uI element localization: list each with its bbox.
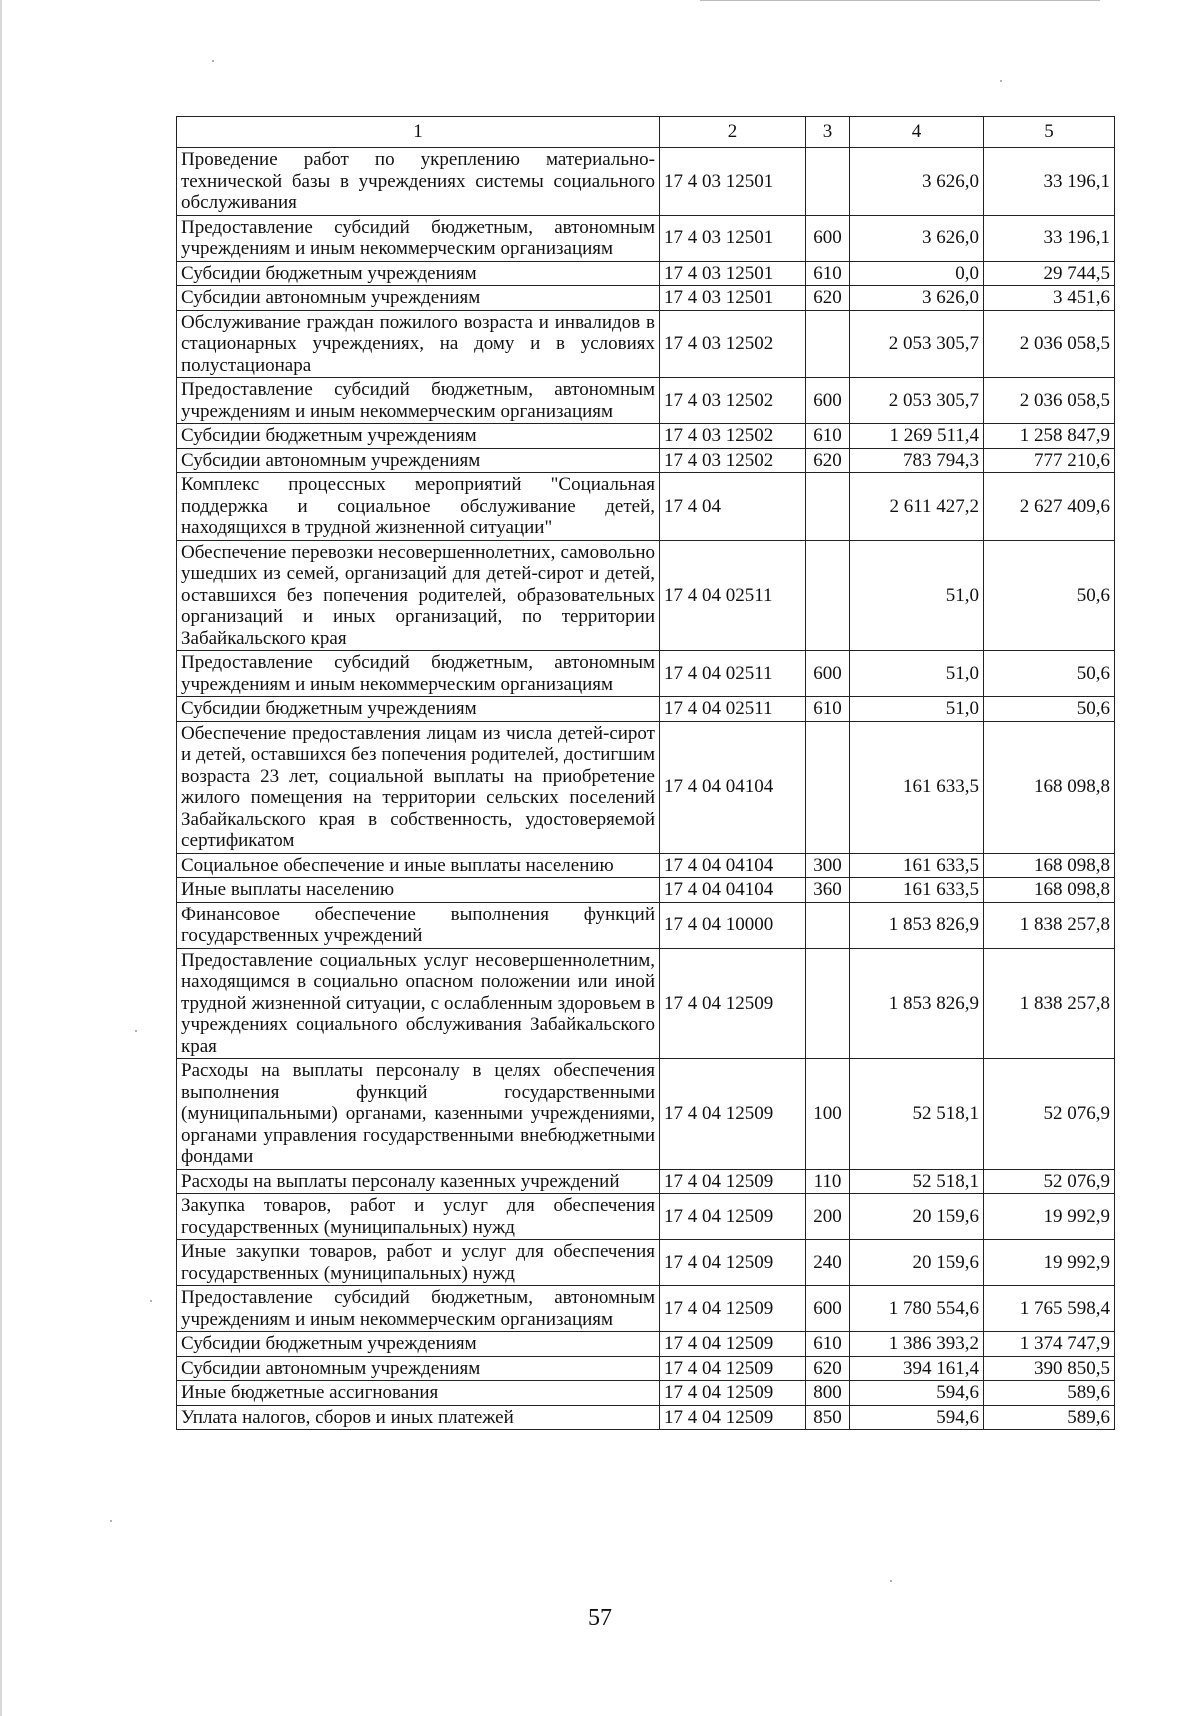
cell-expense-type: 240 [806, 1240, 850, 1286]
page-number: 57 [588, 1605, 612, 1631]
cell-amount-col5: 1 838 257,8 [984, 948, 1115, 1059]
cell-code: 17 4 04 12509 [660, 1240, 806, 1286]
cell-amount-col5: 29 744,5 [984, 261, 1115, 286]
cell-code: 17 4 03 12501 [660, 286, 806, 311]
cell-amount-col5: 168 098,8 [984, 853, 1115, 878]
table-row [177, 540, 1115, 651]
header-row [177, 117, 1115, 148]
cell-amount-col4: 394 161,4 [850, 1356, 984, 1381]
scan-speck [212, 60, 214, 62]
cell-name: Иные выплаты населению [177, 878, 660, 903]
table-row [177, 1381, 1115, 1406]
cell-name: Обеспечение перевозки несовершеннолетних, самовольно ушедших из семей, организаций для детей-сирот и детей, оставшихся без попечения родителей, образовательных организаций и иных организаций, по территории Забайкальского края [177, 540, 660, 651]
table-row [177, 721, 1115, 853]
table-row [177, 1240, 1115, 1286]
table-row [177, 1286, 1115, 1332]
cell-amount-col5: 52 076,9 [984, 1059, 1115, 1170]
cell-amount-col4: 2 611 427,2 [850, 473, 984, 541]
scan-speck [150, 1300, 152, 1302]
cell-amount-col5: 50,6 [984, 651, 1115, 697]
cell-code: 17 4 04 04104 [660, 721, 806, 853]
cell-amount-col5: 2 627 409,6 [984, 473, 1115, 541]
scan-speck [890, 1580, 892, 1582]
cell-amount-col5: 1 838 257,8 [984, 902, 1115, 948]
cell-code: 17 4 04 12509 [660, 1381, 806, 1406]
cell-name: Субсидии бюджетным учреждениям [177, 424, 660, 449]
table-row [177, 948, 1115, 1059]
cell-amount-col4: 1 269 511,4 [850, 424, 984, 449]
cell-expense-type: 200 [806, 1194, 850, 1240]
table-row [177, 853, 1115, 878]
table-body [177, 148, 1115, 1430]
cell-code: 17 4 03 12502 [660, 378, 806, 424]
table-row [177, 1194, 1115, 1240]
cell-amount-col5: 2 036 058,5 [984, 378, 1115, 424]
table-row [177, 1169, 1115, 1194]
cell-expense-type: 300 [806, 853, 850, 878]
cell-amount-col5: 168 098,8 [984, 721, 1115, 853]
cell-expense-type: 610 [806, 1332, 850, 1357]
cell-amount-col4: 594,6 [850, 1381, 984, 1406]
table-row [177, 1332, 1115, 1357]
table-row [177, 448, 1115, 473]
cell-name: Проведение работ по укреплению материально-технической базы в учреждениях системы социального обслуживания [177, 148, 660, 216]
cell-code: 17 4 04 12509 [660, 1332, 806, 1357]
cell-amount-col4: 1 780 554,6 [850, 1286, 984, 1332]
cell-name: Предоставление социальных услуг несовершеннолетним, находящимся в социально опасном положении или иной трудной жизненной ситуации, с ослабленным здоровьем в учреждениях социального обслуживания Забайкальского края [177, 948, 660, 1059]
cell-expense-type [806, 310, 850, 378]
cell-code: 17 4 03 12502 [660, 424, 806, 449]
cell-amount-col5: 390 850,5 [984, 1356, 1115, 1381]
cell-amount-col4: 161 633,5 [850, 878, 984, 903]
cell-code: 17 4 03 12501 [660, 261, 806, 286]
table-row [177, 651, 1115, 697]
cell-amount-col4: 1 853 826,9 [850, 902, 984, 948]
cell-code: 17 4 04 12509 [660, 1405, 806, 1430]
cell-amount-col5: 19 992,9 [984, 1240, 1115, 1286]
cell-amount-col5: 50,6 [984, 697, 1115, 722]
cell-code: 17 4 03 12501 [660, 215, 806, 261]
col-header-code: 2 [660, 117, 806, 148]
scan-speck [110, 1520, 112, 1522]
cell-amount-col4: 161 633,5 [850, 853, 984, 878]
cell-name: Обслуживание граждан пожилого возраста и инвалидов в стационарных учреждениях, на дому и в условиях полустационара [177, 310, 660, 378]
cell-name: Расходы на выплаты персоналу казенных учреждений [177, 1169, 660, 1194]
table-row [177, 286, 1115, 311]
col-header-year1: 4 [850, 117, 984, 148]
cell-expense-type [806, 721, 850, 853]
cell-code: 17 4 04 04104 [660, 853, 806, 878]
col-header-year2: 5 [984, 117, 1115, 148]
scan-speck [135, 1030, 137, 1032]
cell-amount-col5: 1 258 847,9 [984, 424, 1115, 449]
cell-amount-col5: 2 036 058,5 [984, 310, 1115, 378]
cell-amount-col4: 52 518,1 [850, 1059, 984, 1170]
cell-expense-type [806, 902, 850, 948]
cell-amount-col4: 20 159,6 [850, 1240, 984, 1286]
cell-expense-type: 600 [806, 215, 850, 261]
cell-amount-col5: 52 076,9 [984, 1169, 1115, 1194]
cell-code: 17 4 04 12509 [660, 1194, 806, 1240]
cell-amount-col4: 2 053 305,7 [850, 378, 984, 424]
table-row [177, 148, 1115, 216]
cell-amount-col5: 168 098,8 [984, 878, 1115, 903]
cell-expense-type: 620 [806, 286, 850, 311]
table-row [177, 878, 1115, 903]
cell-expense-type: 360 [806, 878, 850, 903]
cell-name: Субсидии бюджетным учреждениям [177, 261, 660, 286]
scan-edge-top [700, 0, 1100, 1]
cell-amount-col4: 1 853 826,9 [850, 948, 984, 1059]
table-row [177, 1356, 1115, 1381]
cell-code: 17 4 04 10000 [660, 902, 806, 948]
table-row [177, 902, 1115, 948]
cell-code: 17 4 04 12509 [660, 948, 806, 1059]
cell-name: Комплекс процессных мероприятий "Социальная поддержка и социальное обслуживание детей, находящихся в трудной жизненной ситуации" [177, 473, 660, 541]
cell-name: Обеспечение предоставления лицам из числа детей-сирот и детей, оставшихся без попечения родителей, достигшим возраста 23 лет, социальной выплаты на приобретение жилого помещения на территории сельских поселений Забайкальского края в собственность, удостоверяемой сертификатом [177, 721, 660, 853]
cell-expense-type: 110 [806, 1169, 850, 1194]
cell-expense-type: 800 [806, 1381, 850, 1406]
cell-amount-col5: 589,6 [984, 1405, 1115, 1430]
col-header-vr: 3 [806, 117, 850, 148]
cell-name: Субсидии автономным учреждениям [177, 286, 660, 311]
cell-name: Субсидии бюджетным учреждениям [177, 1332, 660, 1357]
cell-name: Предоставление субсидий бюджетным, автономным учреждениям и иным некоммерческим организациям [177, 215, 660, 261]
cell-amount-col4: 51,0 [850, 697, 984, 722]
cell-amount-col4: 52 518,1 [850, 1169, 984, 1194]
cell-code: 17 4 04 12509 [660, 1286, 806, 1332]
cell-amount-col4: 0,0 [850, 261, 984, 286]
table-row [177, 473, 1115, 541]
table-row [177, 424, 1115, 449]
cell-amount-col4: 20 159,6 [850, 1194, 984, 1240]
cell-expense-type: 620 [806, 1356, 850, 1381]
budget-table [176, 116, 1115, 1430]
cell-code: 17 4 04 12509 [660, 1356, 806, 1381]
scan-speck [1000, 80, 1002, 82]
cell-amount-col4: 594,6 [850, 1405, 984, 1430]
table-row [177, 697, 1115, 722]
cell-amount-col4: 161 633,5 [850, 721, 984, 853]
cell-code: 17 4 04 12509 [660, 1059, 806, 1170]
table-row [177, 1405, 1115, 1430]
cell-amount-col4: 51,0 [850, 651, 984, 697]
cell-amount-col5: 33 196,1 [984, 215, 1115, 261]
cell-amount-col5: 589,6 [984, 1381, 1115, 1406]
cell-code: 17 4 04 [660, 473, 806, 541]
cell-expense-type [806, 540, 850, 651]
cell-name: Предоставление субсидий бюджетным, автономным учреждениям и иным некоммерческим организациям [177, 651, 660, 697]
cell-expense-type [806, 473, 850, 541]
cell-name: Расходы на выплаты персоналу в целях обеспечения выполнения функций государственными (муниципальными) органами, казенными учреждениями, органами управления государственными внебюджетными фондами [177, 1059, 660, 1170]
cell-amount-col5: 1 765 598,4 [984, 1286, 1115, 1332]
cell-amount-col5: 777 210,6 [984, 448, 1115, 473]
cell-code: 17 4 04 04104 [660, 878, 806, 903]
cell-name: Предоставление субсидий бюджетным, автономным учреждениям и иным некоммерческим организациям [177, 378, 660, 424]
cell-name: Предоставление субсидий бюджетным, автономным учреждениям и иным некоммерческим организациям [177, 1286, 660, 1332]
table-row [177, 215, 1115, 261]
cell-expense-type: 620 [806, 448, 850, 473]
cell-name: Иные бюджетные ассигнования [177, 1381, 660, 1406]
cell-name: Субсидии бюджетным учреждениям [177, 697, 660, 722]
cell-amount-col5: 33 196,1 [984, 148, 1115, 216]
cell-expense-type [806, 148, 850, 216]
cell-expense-type: 100 [806, 1059, 850, 1170]
cell-expense-type: 600 [806, 651, 850, 697]
cell-expense-type: 610 [806, 424, 850, 449]
cell-code: 17 4 03 12502 [660, 448, 806, 473]
cell-name: Социальное обеспечение и иные выплаты населению [177, 853, 660, 878]
cell-code: 17 4 04 02511 [660, 697, 806, 722]
cell-amount-col5: 19 992,9 [984, 1194, 1115, 1240]
cell-amount-col4: 783 794,3 [850, 448, 984, 473]
cell-amount-col4: 3 626,0 [850, 286, 984, 311]
cell-name: Иные закупки товаров, работ и услуг для обеспечения государственных (муниципальных) нужд [177, 1240, 660, 1286]
cell-name: Закупка товаров, работ и услуг для обеспечения государственных (муниципальных) нужд [177, 1194, 660, 1240]
table-row [177, 378, 1115, 424]
cell-code: 17 4 04 12509 [660, 1169, 806, 1194]
cell-code: 17 4 03 12501 [660, 148, 806, 216]
cell-amount-col4: 3 626,0 [850, 215, 984, 261]
cell-expense-type: 600 [806, 378, 850, 424]
cell-name: Финансовое обеспечение выполнения функций государственных учреждений [177, 902, 660, 948]
scan-edge-left [0, 0, 2, 1716]
cell-amount-col4: 3 626,0 [850, 148, 984, 216]
cell-expense-type: 600 [806, 1286, 850, 1332]
cell-code: 17 4 03 12502 [660, 310, 806, 378]
cell-amount-col5: 3 451,6 [984, 286, 1115, 311]
cell-amount-col4: 1 386 393,2 [850, 1332, 984, 1357]
table-row [177, 1059, 1115, 1170]
cell-amount-col5: 1 374 747,9 [984, 1332, 1115, 1357]
cell-name: Уплата налогов, сборов и иных платежей [177, 1405, 660, 1430]
col-header-name: 1 [177, 117, 660, 148]
cell-expense-type [806, 948, 850, 1059]
cell-name: Субсидии автономным учреждениям [177, 448, 660, 473]
cell-amount-col5: 50,6 [984, 540, 1115, 651]
cell-code: 17 4 04 02511 [660, 651, 806, 697]
cell-expense-type: 850 [806, 1405, 850, 1430]
table-row [177, 261, 1115, 286]
cell-expense-type: 610 [806, 697, 850, 722]
cell-name: Субсидии автономным учреждениям [177, 1356, 660, 1381]
cell-code: 17 4 04 02511 [660, 540, 806, 651]
cell-amount-col4: 2 053 305,7 [850, 310, 984, 378]
cell-expense-type: 610 [806, 261, 850, 286]
table-row [177, 310, 1115, 378]
cell-amount-col4: 51,0 [850, 540, 984, 651]
